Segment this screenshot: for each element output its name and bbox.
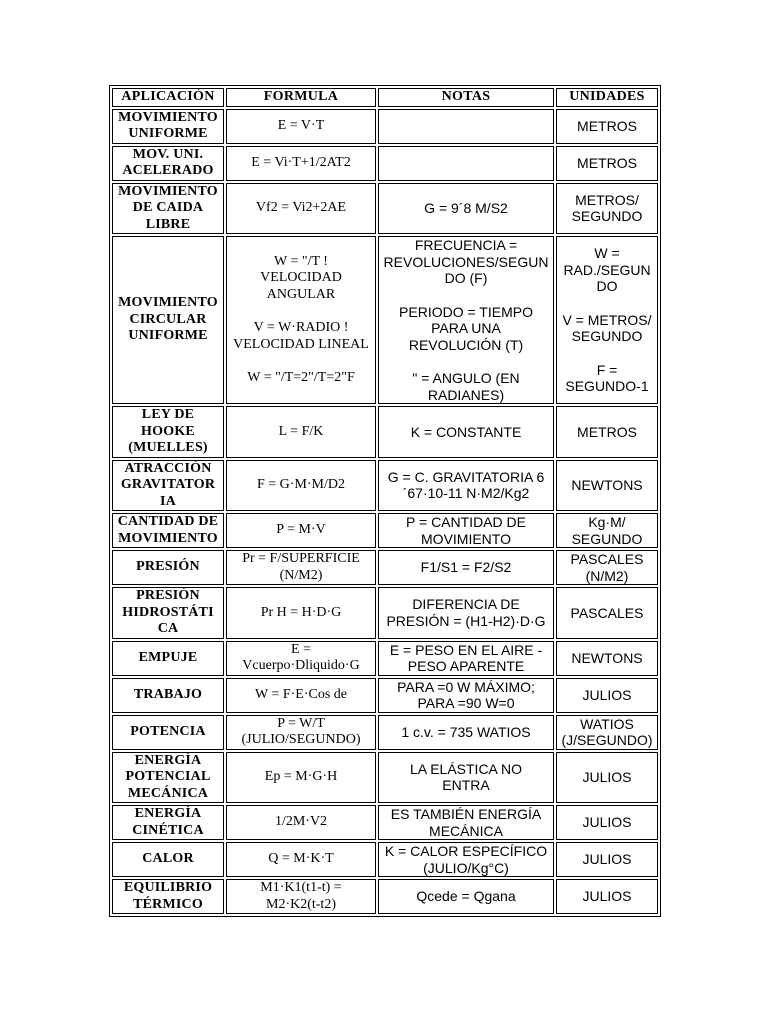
cell-application bbox=[112, 805, 224, 840]
cell-text-line: W = F·E·Cos de bbox=[254, 686, 348, 702]
cell-text-line: ACELERADO bbox=[122, 163, 214, 178]
header-notes: NOTAS bbox=[378, 88, 554, 107]
cell-text-line: PERIODO = TIEMPO bbox=[399, 303, 533, 320]
cell-text-line: VELOCIDAD bbox=[260, 270, 342, 285]
cell-text-line: P = M·V bbox=[276, 522, 326, 538]
cell-text-line: CANTIDAD DE bbox=[117, 514, 219, 529]
cell-text-line: RADIANES) bbox=[427, 386, 505, 403]
cell-text-line: PRESIÓN bbox=[136, 588, 200, 603]
cell-formula bbox=[226, 183, 376, 235]
cell-text-line: HIDROSTÁTI bbox=[122, 604, 214, 620]
cell-text-line: IA bbox=[160, 493, 176, 509]
cell-text-line: K = CALOR ESPECÍFICO bbox=[384, 843, 548, 859]
cell-text-line: K = CONSTANTE bbox=[410, 423, 522, 440]
cell-text-line: CINÉTICA bbox=[132, 822, 204, 838]
cell-text-line: GRAVITATOR bbox=[120, 477, 216, 492]
cell-text-line: (JULIO/Kg°C) bbox=[423, 859, 509, 876]
cell-formula bbox=[226, 550, 376, 585]
line-spacer bbox=[558, 345, 656, 362]
cell-text-line: W = "/T ! bbox=[274, 253, 328, 269]
table-row bbox=[112, 146, 658, 181]
cell-notes bbox=[378, 109, 554, 144]
cell-application bbox=[112, 513, 224, 548]
table-row bbox=[112, 109, 658, 144]
cell-text-line: P = CANTIDAD DE bbox=[406, 514, 526, 530]
cell-units bbox=[556, 752, 658, 804]
cell-formula bbox=[226, 752, 376, 804]
cell-text-line: UNIFORME bbox=[128, 328, 208, 344]
cell-text-line: EQUILIBRIO bbox=[123, 880, 213, 895]
cell-units bbox=[556, 715, 658, 750]
cell-text-line: METROS bbox=[577, 154, 637, 171]
cell-text-line: HOOKE bbox=[141, 423, 195, 439]
cell-text-line: MOVIMIENTO bbox=[421, 530, 511, 547]
cell-application bbox=[112, 109, 224, 144]
cell-text-line: LIBRE bbox=[145, 216, 191, 232]
cell-text-line: DE CAIDA bbox=[132, 200, 204, 215]
cell-notes bbox=[378, 715, 554, 750]
cell-text-line: (N/M2) bbox=[279, 567, 323, 583]
cell-text-line: Q = M·K·T bbox=[268, 851, 334, 867]
cell-text-line: RAD./SEGUN bbox=[563, 261, 651, 278]
cell-text-line: PRESIÓN = (H1-H2)·D·G bbox=[386, 612, 546, 629]
cell-text-line: TÉRMICO bbox=[133, 896, 203, 912]
cell-text-line: VELOCIDAD LINEAL bbox=[233, 336, 369, 352]
table-row bbox=[112, 587, 658, 639]
cell-notes bbox=[378, 460, 554, 512]
cell-text-line: Qcede = Qgana bbox=[416, 888, 516, 905]
cell-notes bbox=[378, 146, 554, 181]
cell-text-line: F1/S1 = F2/S2 bbox=[420, 559, 512, 576]
cell-text-line: MOVIMIENTO bbox=[118, 109, 218, 125]
cell-application bbox=[112, 879, 224, 914]
cell-text-line: F = bbox=[596, 361, 618, 378]
cell-text-line: REVOLUCIONES/SEGUN bbox=[383, 253, 549, 270]
table-row bbox=[112, 550, 658, 585]
cell-text-line: WATIOS bbox=[580, 715, 634, 732]
cell-notes bbox=[378, 550, 554, 585]
cell-text-line: PASCALES bbox=[570, 551, 644, 567]
cell-application bbox=[112, 146, 224, 181]
cell-application bbox=[112, 842, 224, 877]
cell-formula bbox=[226, 842, 376, 877]
cell-text-line: Vcuerpo·Dliquido·G bbox=[242, 658, 360, 673]
cell-text-line: SEGUNDO bbox=[571, 208, 643, 225]
cell-notes bbox=[378, 879, 554, 914]
cell-text-line: LA ELÁSTICA NO bbox=[409, 760, 523, 777]
cell-units bbox=[556, 550, 658, 585]
cell-formula bbox=[226, 879, 376, 914]
cell-notes bbox=[378, 236, 554, 404]
cell-application bbox=[112, 550, 224, 585]
table-row bbox=[112, 406, 658, 458]
cell-text-line: 1 c.v. = 735 WATIOS bbox=[401, 723, 531, 740]
cell-text-line: DO bbox=[596, 278, 618, 295]
cell-text-line: EMPUJE bbox=[138, 649, 198, 665]
cell-text-line: SEGUNDO bbox=[571, 328, 643, 345]
cell-text-line: ATRACCIÓN bbox=[124, 460, 212, 476]
cell-units bbox=[556, 406, 658, 458]
cell-text-line: E = PESO EN EL AIRE - bbox=[389, 641, 543, 658]
cell-application bbox=[112, 641, 224, 676]
cell-text-line: DO (F) bbox=[444, 270, 488, 286]
table-row bbox=[112, 236, 658, 404]
cell-text-line: METROS/ bbox=[575, 191, 639, 208]
cell-text-line: Ep = M·G·H bbox=[264, 769, 338, 784]
cell-formula bbox=[226, 406, 376, 458]
cell-application bbox=[112, 183, 224, 235]
cell-text-line: (N/M2) bbox=[585, 567, 629, 584]
cell-text-line: Pr H = H·D·G bbox=[260, 604, 342, 620]
cell-text-line: " = ANGULO (EN bbox=[412, 370, 520, 386]
table-row bbox=[112, 513, 658, 548]
header-application: APLICACIÓN bbox=[112, 88, 224, 107]
cell-text-line: UNIFORME bbox=[128, 126, 208, 141]
cell-text-line: (J/SEGUNDO) bbox=[561, 732, 653, 748]
cell-text-line: L = F/K bbox=[278, 423, 324, 439]
cell-text-line: (MUELLES) bbox=[128, 440, 208, 455]
cell-formula bbox=[226, 460, 376, 512]
table-row bbox=[112, 678, 658, 713]
cell-text-line: PRESIÓN bbox=[136, 559, 200, 575]
cell-text-line: MOVIMIENTO bbox=[118, 295, 218, 311]
cell-formula bbox=[226, 715, 376, 750]
cell-application bbox=[112, 406, 224, 458]
cell-text-line: M1·K1(t1-t) = bbox=[260, 880, 342, 895]
cell-text-line: JULIOS bbox=[582, 769, 632, 785]
cell-text-line: PARA =0 W MÁXIMO; bbox=[397, 678, 535, 695]
cell-text-line: MOVIMIENTO bbox=[118, 530, 218, 546]
cell-units bbox=[556, 842, 658, 877]
header-units: UNIDADES bbox=[556, 88, 658, 107]
cell-text-line: DIFERENCIA DE bbox=[412, 596, 520, 613]
cell-text-line: E = Vi·T+1/2AT2 bbox=[251, 154, 351, 170]
cell-text-line: Vf2 = Vi2+2AE bbox=[255, 200, 347, 215]
cell-text-line: REVOLUCIÓN (T) bbox=[408, 336, 524, 353]
cell-notes bbox=[378, 513, 554, 548]
cell-notes bbox=[378, 805, 554, 840]
cell-text-line: ENERGÍA bbox=[134, 752, 202, 768]
table-row bbox=[112, 752, 658, 804]
cell-text-line: ANGULAR bbox=[266, 286, 336, 302]
cell-text-line: (JULIO/SEGUNDO) bbox=[241, 732, 361, 747]
cell-text-line: JULIOS bbox=[582, 686, 632, 703]
cell-text-line: LEY DE bbox=[141, 407, 195, 422]
cell-application bbox=[112, 587, 224, 639]
cell-text-line: F = G·M·M/D2 bbox=[256, 477, 345, 492]
cell-units bbox=[556, 236, 658, 404]
cell-text-line: PARA UNA bbox=[431, 320, 501, 336]
cell-text-line: FRECUENCIA = bbox=[414, 237, 518, 253]
cell-units bbox=[556, 460, 658, 512]
cell-text-line: SEGUNDO bbox=[571, 530, 643, 547]
cell-notes bbox=[378, 641, 554, 676]
cell-text-line: W = bbox=[594, 245, 620, 262]
cell-text-line: POTENCIA bbox=[130, 723, 206, 739]
cell-text-line: W = "/T=2"/T=2"F bbox=[247, 370, 355, 385]
cell-text-line: ENTRA bbox=[442, 777, 490, 794]
cell-text-line: PASCALES bbox=[570, 604, 644, 621]
cell-formula bbox=[226, 678, 376, 713]
cell-text-line: POTENCIAL bbox=[125, 769, 211, 784]
cell-text-line: CALOR bbox=[142, 851, 194, 867]
cell-text-line: Pr = F/SUPERFICIE bbox=[242, 551, 360, 566]
cell-text-line: Kg·M/ bbox=[588, 514, 626, 530]
cell-text-line: MOV. UNI. bbox=[132, 146, 204, 162]
cell-text-line: METROS bbox=[577, 423, 637, 440]
cell-notes bbox=[378, 406, 554, 458]
physics-formulas-table bbox=[109, 85, 661, 917]
cell-formula bbox=[226, 236, 376, 404]
cell-formula bbox=[226, 587, 376, 639]
table-row bbox=[112, 183, 658, 235]
cell-text-line: E = V·T bbox=[277, 117, 325, 133]
cell-text-line: TRABAJO bbox=[133, 686, 203, 702]
cell-units bbox=[556, 109, 658, 144]
cell-formula bbox=[226, 513, 376, 548]
cell-notes bbox=[378, 842, 554, 877]
cell-text-line: CIRCULAR bbox=[129, 311, 207, 327]
line-spacer bbox=[228, 303, 374, 320]
cell-text-line: CA bbox=[157, 621, 179, 636]
cell-text-line: JULIOS bbox=[582, 888, 632, 905]
line-spacer bbox=[380, 118, 552, 135]
cell-text-line: MECÁNICA bbox=[429, 822, 503, 839]
cell-units bbox=[556, 513, 658, 548]
cell-text-line: NEWTONS bbox=[571, 477, 643, 493]
cell-text-line: METROS bbox=[577, 117, 637, 134]
cell-formula bbox=[226, 641, 376, 676]
header-formula: FORMULA bbox=[226, 88, 376, 107]
cell-text-line: G = C. GRAVITATORIA 6 bbox=[387, 468, 545, 485]
table-body bbox=[112, 109, 658, 915]
header-row bbox=[112, 88, 658, 107]
cell-application bbox=[112, 678, 224, 713]
cell-units bbox=[556, 805, 658, 840]
cell-units bbox=[556, 678, 658, 713]
cell-units bbox=[556, 587, 658, 639]
table-row bbox=[112, 879, 658, 914]
cell-text-line: V = METROS/ bbox=[562, 311, 652, 328]
cell-text-line: M2·K2(t-t2) bbox=[266, 896, 336, 912]
cell-text-line: E = bbox=[291, 641, 311, 657]
table-row bbox=[112, 842, 658, 877]
cell-text-line: G = 9´8 M/S2 bbox=[424, 200, 508, 216]
cell-notes bbox=[378, 587, 554, 639]
cell-text-line: NEWTONS bbox=[571, 649, 643, 666]
cell-units bbox=[556, 879, 658, 914]
cell-text-line: JULIOS bbox=[582, 851, 632, 868]
cell-units bbox=[556, 183, 658, 235]
cell-text-line: ´67·10-11 N·M2/Kg2 bbox=[402, 485, 530, 502]
cell-text-line: PARA =90 W=0 bbox=[417, 695, 515, 711]
cell-text-line: V = W·RADIO ! bbox=[253, 320, 349, 335]
cell-text-line: 1/2M·V2 bbox=[274, 814, 328, 830]
cell-text-line: ES TAMBIÉN ENERGÍA bbox=[390, 806, 542, 822]
line-spacer bbox=[380, 155, 552, 172]
cell-application bbox=[112, 715, 224, 750]
cell-application bbox=[112, 752, 224, 804]
table-row bbox=[112, 641, 658, 676]
cell-formula bbox=[226, 146, 376, 181]
cell-formula bbox=[226, 109, 376, 144]
line-spacer bbox=[558, 295, 656, 312]
table-row bbox=[112, 460, 658, 512]
cell-text-line: JULIOS bbox=[582, 814, 632, 831]
cell-text-line: P = W/T bbox=[277, 715, 325, 731]
cell-application bbox=[112, 236, 224, 404]
cell-text-line: PESO APARENTE bbox=[407, 658, 525, 674]
cell-formula bbox=[226, 805, 376, 840]
table-row bbox=[112, 715, 658, 750]
cell-notes bbox=[378, 183, 554, 235]
cell-text-line: MOVIMIENTO bbox=[118, 183, 218, 199]
cell-text-line: MECÁNICA bbox=[127, 785, 209, 801]
cell-notes bbox=[378, 752, 554, 804]
cell-application bbox=[112, 460, 224, 512]
cell-units bbox=[556, 146, 658, 181]
cell-notes bbox=[378, 678, 554, 713]
cell-units bbox=[556, 641, 658, 676]
cell-text-line: SEGUNDO-1 bbox=[565, 378, 649, 395]
line-spacer bbox=[228, 353, 374, 370]
line-spacer bbox=[380, 287, 552, 304]
table-row bbox=[112, 805, 658, 840]
cell-text-line: ENERGÍA bbox=[134, 806, 202, 821]
line-spacer bbox=[380, 353, 552, 370]
